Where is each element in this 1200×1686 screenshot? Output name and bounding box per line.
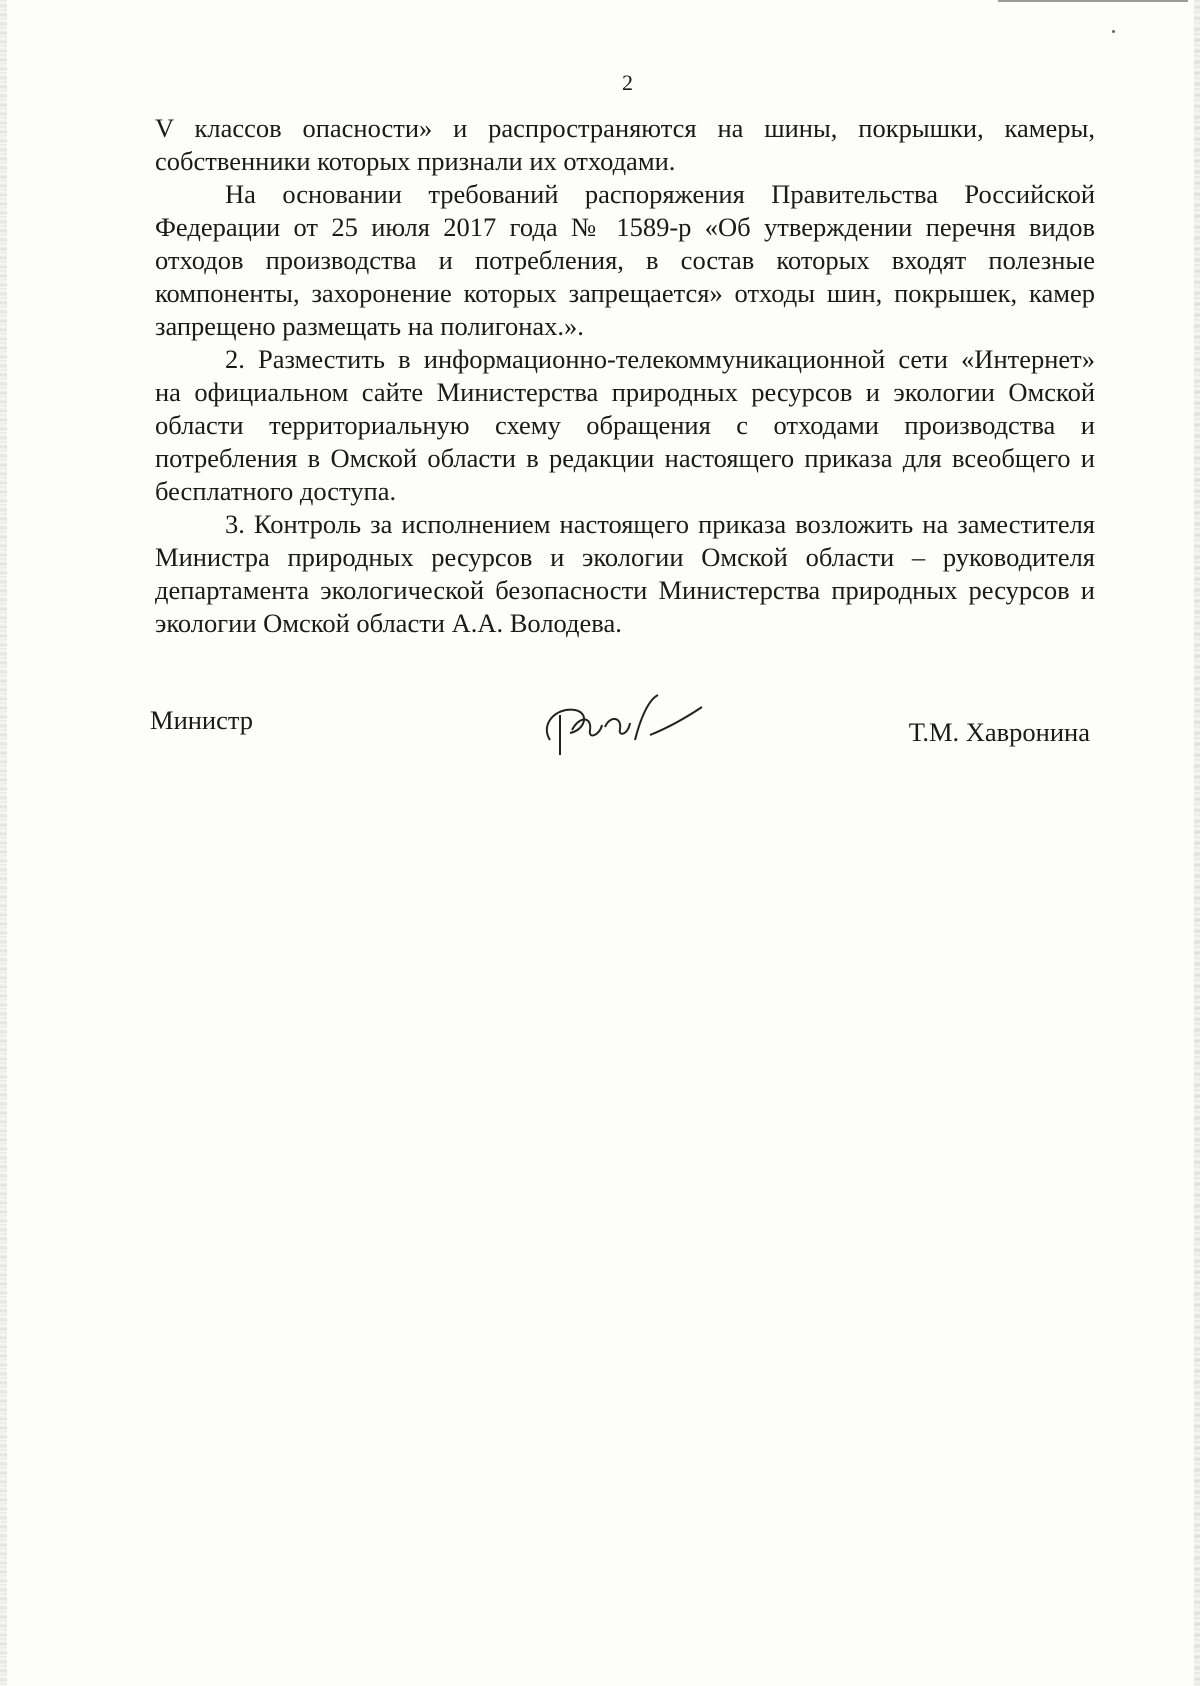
paragraph-basis: На основании требований распоряжения Правительства Российской Федерации от 25 июля 2017 года № 1589-р «Об утверждении перечня видов отходов производства и потребления, в состав которых входят полезные компоненты, захоронение которых запрещается» отходы шин, покрышек, камер запрещено размещать на полигонах.».	[155, 179, 1095, 341]
signatory-name: Т.М. Хавронина	[908, 717, 1090, 747]
scan-edge-right	[1194, 0, 1200, 1686]
page-number: 2	[622, 70, 633, 95]
scan-top-rule	[998, 0, 1188, 2]
scan-speck	[1112, 30, 1115, 33]
paragraph-item-2: 2. Разместить в информационно-телекоммуникационной сети «Интернет» на официальном сайте Министерства природных ресурсов и экологии Омской области территориальную схему обращения с отходами производства и потребления в Омской области в редакции настоящего приказа для всеобщего и бесплатного доступа.	[155, 344, 1095, 506]
paragraph-continuation: V классов опасности» и распространяются на шины, покрышки, камеры, собственники которых признали их отходами.	[155, 113, 1095, 176]
handwritten-signature	[530, 685, 710, 765]
paragraph-item-3: 3. Контроль за исполнением настоящего приказа возложить на заместителя Министра природных ресурсов и экологии Омской области – руководителя департамента экологической безопасности Министерства природных ресурсов и экологии Омской области А.А. Володева.	[155, 509, 1095, 638]
scan-edge-left	[0, 0, 7, 1686]
document-body	[155, 112, 1095, 640]
signatory-title: Министр	[150, 705, 254, 735]
signature-block	[150, 705, 1090, 765]
